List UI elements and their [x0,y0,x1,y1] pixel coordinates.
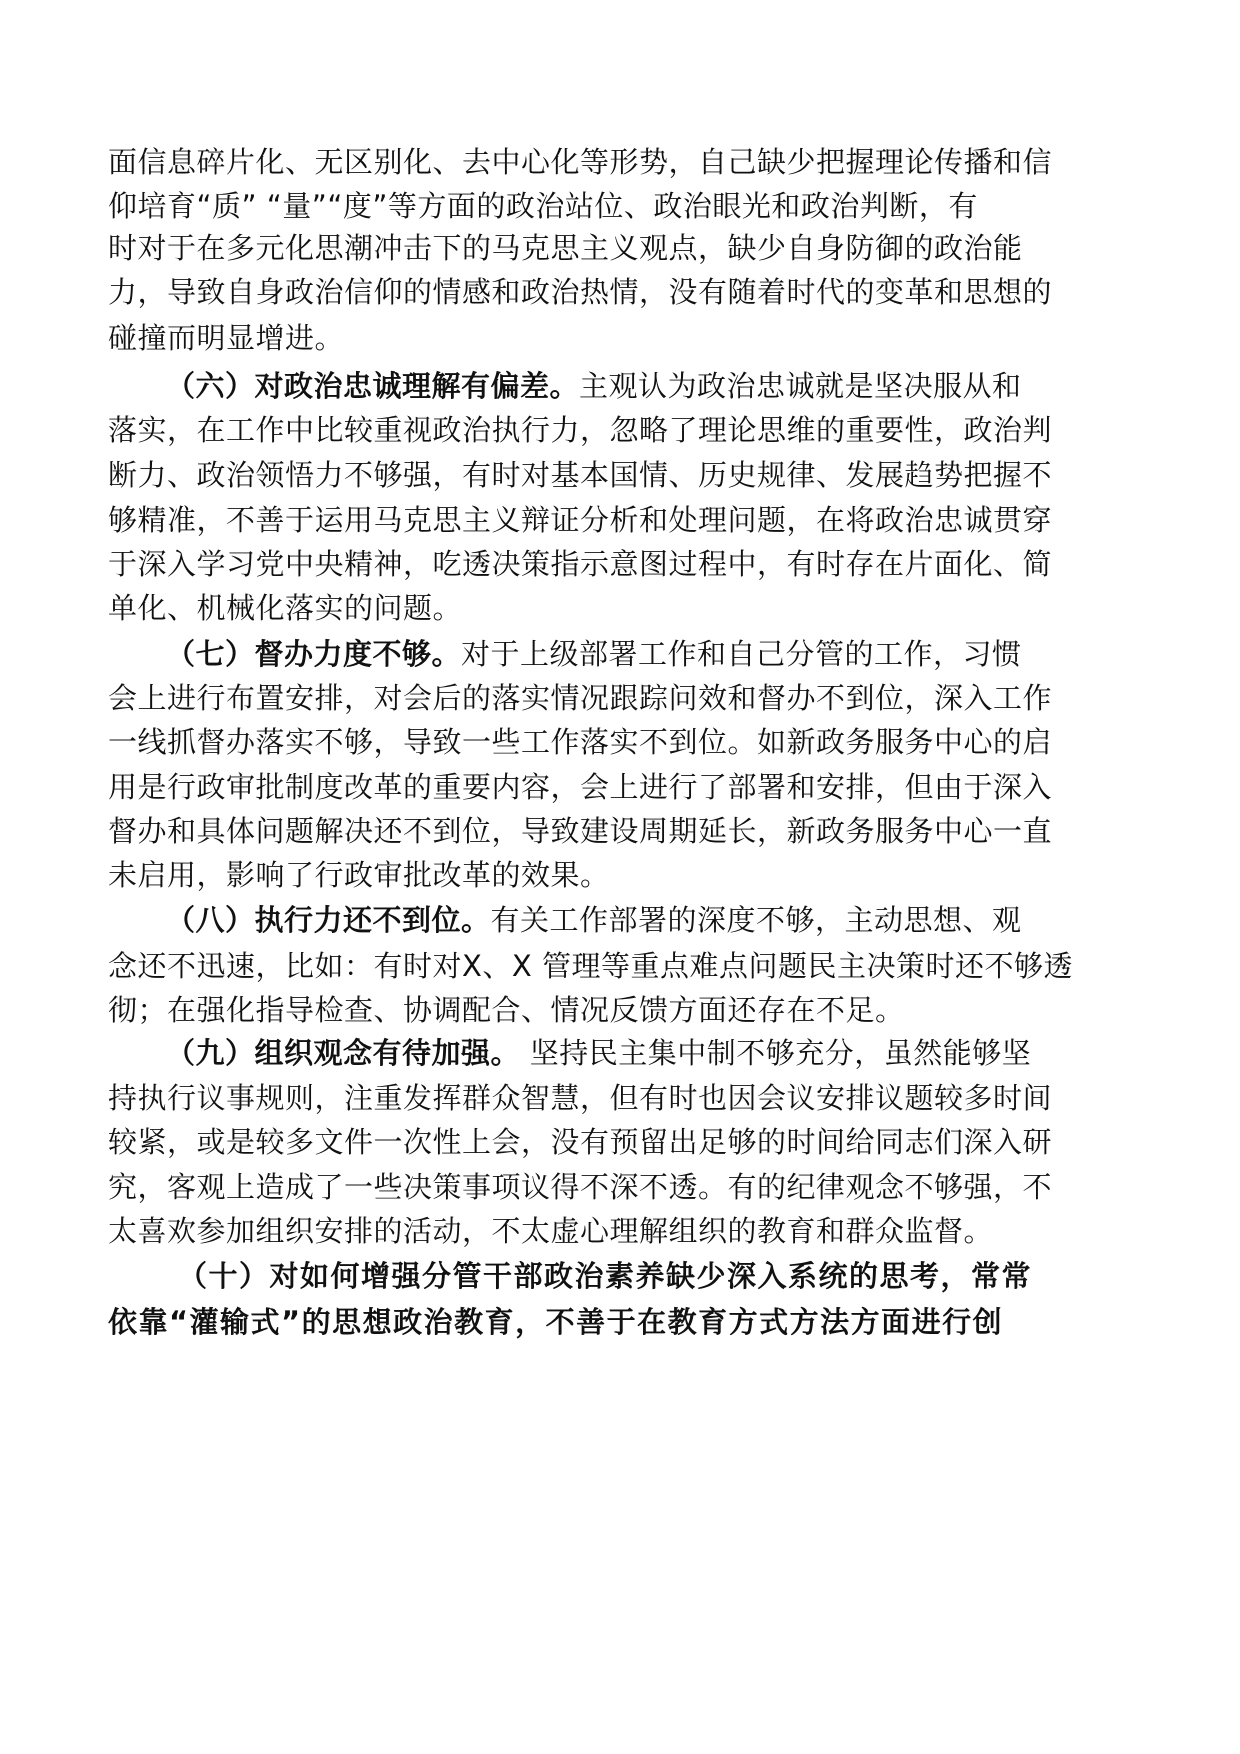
paragraph-line: 断力、政治领悟力不够强，有时对基本国情、历史规律、发展趋势把握不 [108,458,1053,492]
paragraph-line: 念还不迅速，比如：有时对X、X 管理等重点难点问题民主决策时还不够透 [108,949,1073,983]
paragraph-line: 于深入学习党中央精神，吃透决策指示意图过程中，有时存在片面化、简 [108,547,1053,581]
paragraph-line: 够精准，不善于运用马克思主义辩证分析和处理问题，在将政治忠诚贯穿 [108,503,1053,537]
section-6-first-line [166,366,1022,406]
paragraph-line: 单化、机械化落实的问题。 [108,591,463,625]
paragraph-line: 究，客观上造成了一些决策事项议得不深不透。有的纪律观念不够强，不 [108,1170,1053,1204]
paragraph-line: 落实，在工作中比较重视政治执行力，忽略了理论思维的重要性，政治判 [108,413,1053,447]
paragraph-line: 会上进行布置安排，对会后的落实情况跟踪问效和督办不到位，深入工作 [108,681,1053,715]
paragraph-line: 彻；在强化指导检查、协调配合、情况反馈方面还存在不足。 [108,993,905,1027]
paragraph-line: 一线抓督办落实不够，导致一些工作落实不到位。如新政务服务中心的启 [108,725,1053,759]
paragraph-text: 对于上级部署工作和自己分管的工作，习惯 [461,637,1022,671]
paragraph-line: 力，导致自身政治信仰的情感和政治热情，没有随着时代的变革和思想的 [108,275,1053,309]
paragraph-text: 主观认为政治忠诚就是坚决服从和 [579,369,1022,403]
section-10-heading-line: （十）对如何增强分管干部政治素养缺少深入系统的思考，常常 [178,1259,1033,1293]
paragraph-line: 持执行议事规则，注重发挥群众智慧，但有时也因会议安排议题较多时间 [108,1081,1053,1115]
paragraph-line: 督办和具体问题解决还不到位，导致建设周期延长，新政务服务中心一直 [108,814,1053,848]
section-6-heading: （六）对政治忠诚理解有偏差。 [166,369,580,403]
paragraph-text: 坚持民主集中制不够充分，虽然能够坚 [520,1036,1032,1070]
paragraph-line: 仰培育“质” “量”“度”等方面的政治站位、政治眼光和政治判断，有 [108,189,978,223]
section-9-heading: （九）组织观念有待加强。 [166,1036,521,1070]
section-10-heading-line: 依靠“灌输式”的思想政治教育，不善于在教育方式方法方面进行创 [108,1305,1004,1339]
section-8-heading: （八）执行力还不到位。 [166,903,491,937]
paragraph-line: 面信息碎片化、无区别化、去中心化等形势，自己缺少把握理论传播和信 [108,145,1053,179]
paragraph-line: 时对于在多元化思潮冲击下的马克思主义观点，缺少自身防御的政治能 [108,231,1023,265]
paragraph-line: 碰撞而明显增进。 [108,321,345,355]
paragraph-line: 较紧，或是较多文件一次性上会，没有预留出足够的时间给同志们深入研 [108,1125,1053,1159]
paragraph-line: 太喜欢参加组织安排的活动，不太虚心理解组织的教育和群众监督。 [108,1214,994,1248]
section-7-first-line [166,634,1022,674]
paragraph-line: 未启用，影响了行政审批改革的效果。 [108,858,610,892]
paragraph-text: 有关工作部署的深度不够，主动思想、观 [490,903,1022,937]
section-7-heading: （七）督办力度不够。 [166,637,462,671]
paragraph-line: 用是行政审批制度改革的重要内容，会上进行了部署和安排，但由于深入 [108,770,1053,804]
section-8-first-line [166,900,1022,940]
section-9-first-line [166,1033,1031,1073]
